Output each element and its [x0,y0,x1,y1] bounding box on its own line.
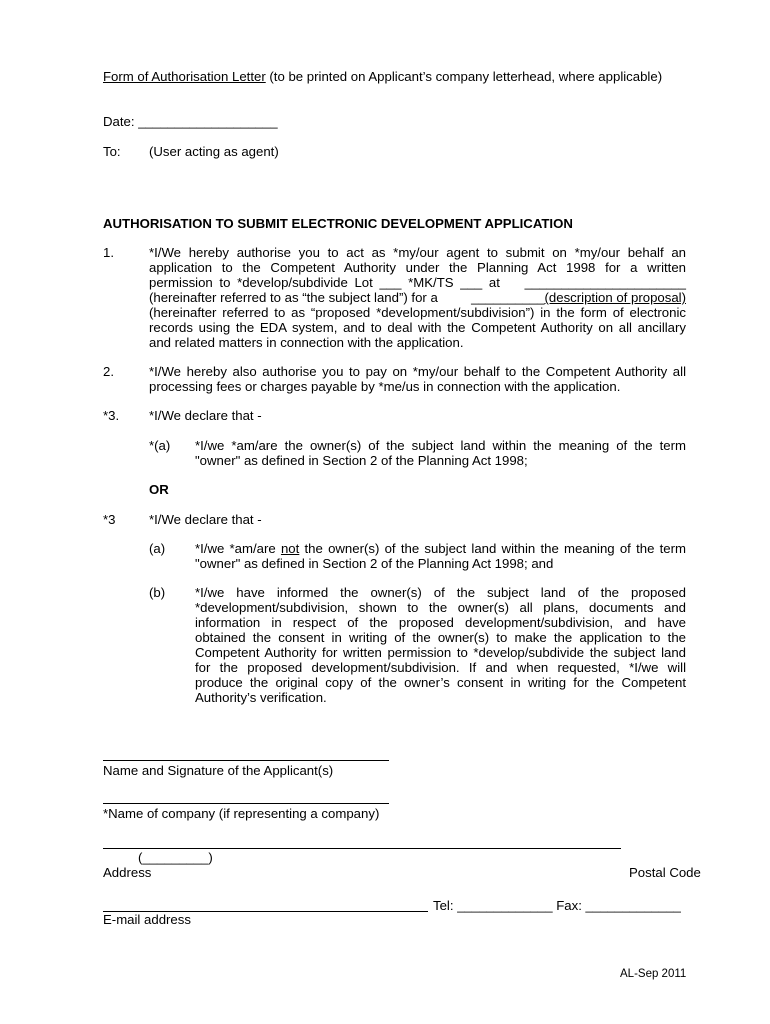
item3b-number: *3 [103,512,116,527]
item3b-a-not: not [280,541,300,556]
company-label: *Name of company (if representing a company) [103,806,380,821]
item3b-a-pre: *I/we *am/are [195,541,281,556]
item1-line: application to the Competent Authority under the Planning Act 1998 for a written [149,260,686,275]
item3b-b-line: information in respect of the proposed development/subdivision, and have [195,615,686,630]
item2-number: 2. [103,364,114,379]
item3b-b-line: *I/we have informed the owner(s) of the subject land of the proposed [195,585,686,600]
item3b-b-line: *development/subdivision, shown to the owner(s) all plans, documents and [195,600,686,615]
date-label: Date: [103,114,139,129]
item1-line: *I/We hereby authorise you to act as *my/our agent to submit on *my/our behalf an [149,245,686,260]
signature-line[interactable] [103,760,389,761]
item1-subject-land-text: (hereinafter referred to as “the subject land”) for a [149,290,438,305]
footer-code: AL-Sep 2011 [620,968,687,980]
item1-text [149,245,686,350]
item2-line: processing fees or charges payable by *me/us in connection with the application. [149,379,621,394]
item3a-line: *I/we *am/are the owner(s) of the subject land within the meaning of the term [195,438,686,453]
company-line[interactable] [103,803,389,804]
item1-location-field[interactable]: ______________________ [524,275,686,290]
item3a-line: "owner" as defined in Section 2 of the Planning Act 1998; [195,453,528,468]
item2-text [149,364,686,394]
postal-code-label: Postal Code [629,865,701,880]
address-label: Address [103,865,152,880]
item3a-text [195,438,686,468]
item1-proposal-field[interactable]: __________ [471,290,545,305]
item3b-b-line: Competent Authority for written permission to *develop/subdivide the subject land [195,645,686,660]
item3b-b-line: produce the original copy of the owner’s consent in writing for the Competent [195,675,686,690]
fax-label: Fax: [556,898,586,913]
email-label: E-mail address [103,912,191,927]
fax-field[interactable]: _____________ [585,898,681,913]
date-row [103,114,278,129]
tel-field[interactable]: _____________ [457,898,553,913]
item3b-b-text [195,585,686,705]
address-line[interactable] [103,848,621,849]
item2-line: *I/We hereby also authorise you to pay on *my/our behalf to the Competent Authority all [149,364,686,379]
item3b-a-text [195,541,686,571]
item3b-intro: *I/We declare that - [149,512,262,527]
item1-number: 1. [103,245,114,260]
item1-line: (hereinafter referred to as “proposed *development/subdivision”) in the form of electronic [149,305,686,320]
item3b-b-line: Authority’s verification. [195,690,327,705]
form-header [103,69,662,84]
item1-line: records using the EDA system, and to deal with the Competent Authority on all ancillary [149,320,686,335]
item3a-number: *3. [103,408,120,423]
item3b-a-post: the owner(s) of the subject land within the meaning of the term [299,541,687,556]
item3b-b-line: for the proposed development/subdivision. If and when requested, *I/we will [195,660,686,675]
date-field[interactable]: ___________________ [138,114,278,129]
section-heading: AUTHORISATION TO SUBMIT ELECTRONIC DEVELOPMENT APPLICATION [103,216,573,231]
or-label: OR [149,482,169,497]
item1-line: and related matters in connection with the application. [149,335,464,350]
item3a-intro: *I/We declare that - [149,408,262,423]
item1-lot-line [149,275,686,290]
item3b-b-line: obtained the consent in writing of the owner(s) to make the application to the [195,630,686,645]
tel-fax-row [433,898,681,913]
item3a-sub-label: *(a) [149,438,171,453]
item3b-b-label: (b) [149,585,166,600]
item1-proposal-desc: (description of proposal) [544,290,686,305]
item3b-a-label: (a) [149,541,166,556]
item3b-a-line [195,541,686,556]
item1-proposal-line [149,290,686,305]
signature-label: Name and Signature of the Applicant(s) [103,763,334,778]
tel-label: Tel: [433,898,458,913]
item3b-a-line: "owner" as defined in Section 2 of the Planning Act 1998; and [195,556,554,571]
form-title: Form of Authorisation Letter [103,69,266,84]
item1-lot-text: permission to *develop/subdivide Lot ___ *MK/TS ___ at [149,275,500,290]
to-value: (User acting as agent) [149,144,279,159]
address-postal-paren[interactable]: (_________) [138,850,213,865]
form-note: (to be printed on Applicant’s company letterhead, where applicable) [265,69,663,84]
to-label: To: [103,144,121,159]
